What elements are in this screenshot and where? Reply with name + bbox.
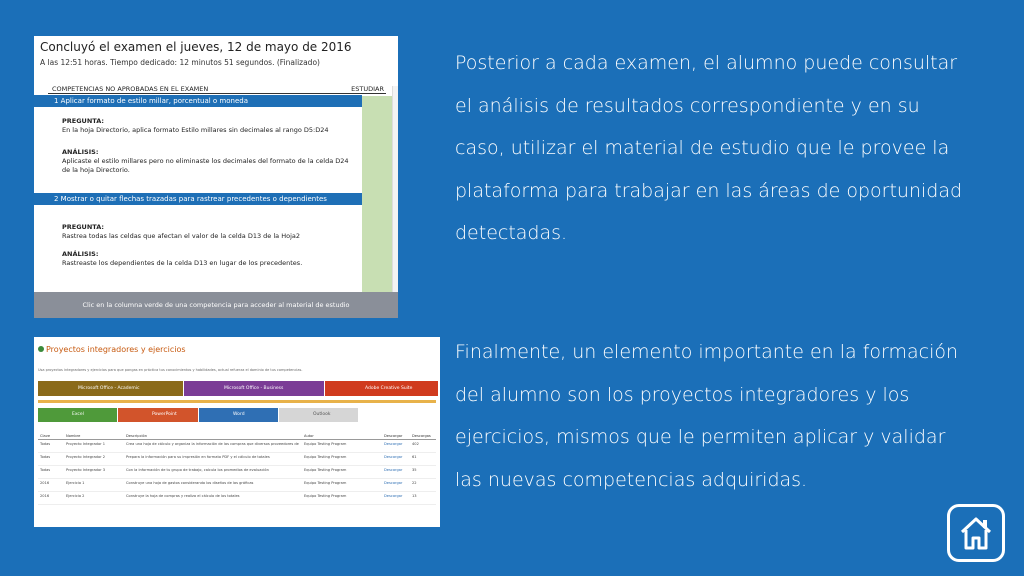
- download-link[interactable]: Descargar: [382, 466, 410, 479]
- tab-powerpoint[interactable]: PowerPoint: [118, 408, 198, 422]
- study-hint-footer: Clic en la columna verde de una competencia para acceder al material de estudio: [34, 292, 398, 318]
- table-cell: Equipo Testing Program: [302, 453, 382, 466]
- table-cell: 13: [410, 492, 436, 505]
- table-cell: Equipo Testing Program: [302, 466, 382, 479]
- competencies-header: [44, 85, 388, 93]
- tab-excel[interactable]: Excel: [38, 408, 117, 422]
- competency-row-2[interactable]: 2 Mostrar o quitar flechas trazadas para rastrear precedentes o dependientes: [34, 193, 362, 205]
- table-header: Autor: [302, 433, 382, 440]
- table-cell: 61: [410, 453, 436, 466]
- table-cell: Todas: [38, 440, 64, 453]
- paragraph-projects: Finalmente, un elemento importante en la formación del alumno son los proyectos integradores y los ejercicios, mismos que le permiten aplicar y validar las nuevas competencias adquiridas.: [455, 341, 959, 491]
- table-cell: Proyecto Integrador 3: [64, 466, 124, 479]
- scrollbar[interactable]: [392, 86, 398, 318]
- download-link[interactable]: Descargar: [382, 492, 410, 505]
- download-link[interactable]: Descargar: [382, 453, 410, 466]
- table-header: Descargas: [410, 433, 436, 440]
- projects-table: [38, 433, 436, 505]
- tab-outlook[interactable]: Outlook: [279, 408, 358, 422]
- table-cell: Construye una hoja de gastos considerando los diseños de las gráficas: [124, 479, 302, 492]
- table-cell: Todas: [38, 453, 64, 466]
- study-material-column[interactable]: [362, 96, 392, 314]
- table-header: Nombre: [64, 433, 124, 440]
- home-icon: [959, 515, 993, 551]
- table-cell: 2016: [38, 492, 64, 505]
- table-row: [38, 479, 436, 492]
- tab-word[interactable]: Word: [199, 408, 278, 422]
- category-office-business[interactable]: Microsoft Office - Business: [184, 381, 324, 396]
- competency-1-question: PREGUNTA: En la hoja Directorio, aplica formato Estilo millares sin decimales al rango D5:D24: [62, 117, 329, 134]
- table-cell: 35: [410, 466, 436, 479]
- projects-description: Usa proyectos integradores y ejercicios para que pongas en práctica tus conocimientos y habilidades, actual refuerza el dominio de tus competencias.: [38, 368, 303, 372]
- category-divider: [38, 400, 436, 403]
- projects-screenshot: [34, 337, 440, 527]
- table-row: [38, 440, 436, 453]
- table-cell: Proyecto Integrador 1: [64, 440, 124, 453]
- category-adobe[interactable]: Adobe Creative Suite: [325, 381, 438, 396]
- table-cell: Equipo Testing Program: [302, 479, 382, 492]
- table-cell: Ejercicio 2: [64, 492, 124, 505]
- table-cell: Construye la hoja de compras y realiza el cálculo de los totales: [124, 492, 302, 505]
- table-cell: 402: [410, 440, 436, 453]
- exam-subtitle: A las 12:51 horas. Tiempo dedicado: 12 minutos 51 segundos. (Finalizado): [40, 58, 320, 67]
- exam-results-screenshot: [34, 36, 398, 318]
- table-header: Descripción: [124, 433, 302, 440]
- competency-2-analysis: ANÁLISIS: Rastreaste los dependientes de la celda D13 en lugar de los precedentes.: [62, 250, 303, 267]
- table-cell: 2016: [38, 479, 64, 492]
- table-cell: Equipo Testing Program: [302, 440, 382, 453]
- competency-row-1[interactable]: 1 Aplicar formato de estilo millar, porcentual o moneda: [34, 95, 362, 107]
- download-link[interactable]: Descargar: [382, 479, 410, 492]
- paragraph-analysis: Posterior a cada examen, el alumno puede consultar el análisis de resultados correspondiente y en su caso, utilizar el material de estudio que le provee la plataforma para trabajar en las áreas de oportunidad detectadas.: [455, 52, 963, 244]
- projects-title: Proyectos integradores y ejercicios: [46, 345, 186, 354]
- download-link[interactable]: Descargar: [382, 440, 410, 453]
- table-header: Clave: [38, 433, 64, 440]
- competency-2-question: PREGUNTA: Rastrea todas las celdas que afectan el valor de la celda D13 de la Hoja2: [62, 223, 301, 240]
- study-column-label: ESTUDIAR: [351, 85, 384, 93]
- table-row: [38, 453, 436, 466]
- table-row: [38, 492, 436, 505]
- competencies-column-label: COMPETENCIAS NO APROBADAS EN EL EXAMEN: [52, 85, 209, 93]
- competency-1-analysis: ANÁLISIS: Aplicaste el estilo millares pero no eliminaste los decimales del formato de la celda D24 de la hoja Directorio.: [62, 148, 349, 174]
- home-button[interactable]: [947, 504, 1005, 562]
- table-cell: 22: [410, 479, 436, 492]
- table-cell: Prepara la información para su impresión en formato PDF y el cálculo de totales: [124, 453, 302, 466]
- table-row: [38, 466, 436, 479]
- projects-logo-icon: [38, 346, 44, 352]
- table-cell: Ejercicio 1: [64, 479, 124, 492]
- table-cell: Proyecto Integrador 2: [64, 453, 124, 466]
- exam-title: Concluyó el examen el jueves, 12 de mayo de 2016: [40, 40, 352, 54]
- table-cell: Equipo Testing Program: [302, 492, 382, 505]
- table-cell: Todas: [38, 466, 64, 479]
- table-cell: Con la información de tu grupo de trabajo, calcula los promedios de evaluación: [124, 466, 302, 479]
- header-divider: [48, 93, 386, 94]
- table-header: Descargar: [382, 433, 410, 440]
- category-office-academic[interactable]: Microsoft Office - Academic: [38, 381, 183, 396]
- table-cell: Crea una hoja de cálculo y organiza la información de las compras que diversos proveedores de: [124, 440, 302, 453]
